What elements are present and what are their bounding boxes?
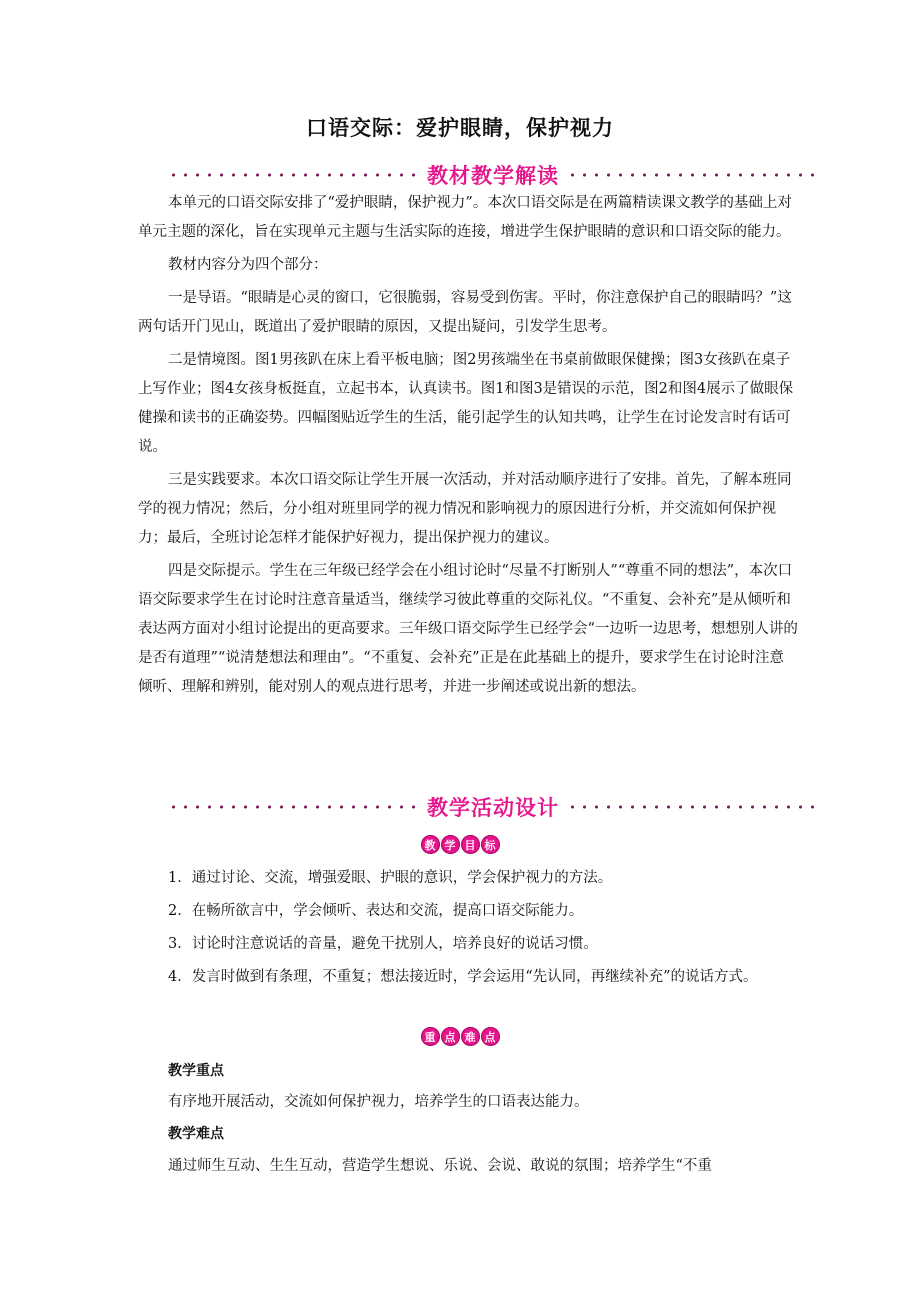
paragraph-5: 三是实践要求。本次口语交际让学生开展一次活动，并对活动顺序进行了安排。首先，了解本班同学的视力情况；然后，分小组对班里同学的视力情况和影响视力的原因进行分析，并交流如何保护视力；最后，全班讨论怎样才能保护好视力，提出保护视力的建议。 <box>138 472 792 546</box>
difficult-point-heading: 教学难点 <box>168 1126 224 1142</box>
document-title: 口语交际：爱护眼睛，保护视力 <box>306 116 614 140</box>
key-point-text: 有序地开展活动，交流如何保护视力，培养学生的口语表达能力。 <box>168 1094 589 1110</box>
paragraph-4: 二是情境图。图1男孩趴在床上看平板电脑；图2男孩端坐在书桌前做眼保健操；图3女孩趴在桌子上写作业；图4女孩身板挺直，立起书本，认真读书。图1和图3是错误的示范，图2和图4展示了做眼保健操和读书的正确姿势。四幅图贴近学生的生活，能引起学生的认知共鸣，让学生在讨论发言时有话可说。 <box>138 352 794 455</box>
paragraph-1: 本单元的口语交际安排了“爱护眼睛，保护视力”。本次口语交际是在两篇精读课文教学的基础上对单元主题的深化，旨在实现单元主题与生活实际的连接，增进学生保护眼睛的意识和口语交际的能力。 <box>138 195 792 240</box>
badge-char: 点 <box>441 1027 460 1046</box>
dot-divider-right <box>565 805 820 809</box>
badge-char: 重 <box>421 1027 440 1046</box>
badge-char: 点 <box>481 1027 500 1046</box>
paragraph-3: 一是导语。“眼睛是心灵的窗口，它很脆弱，容易受到伤害。平时，你注意保护自己的眼睛吗？”这两句话开门见山，既道出了爱护眼睛的原因，又提出疑问，引发学生思考。 <box>138 290 792 335</box>
dot-divider-right <box>565 173 820 177</box>
section-header-1 <box>166 160 820 190</box>
badge-char: 难 <box>461 1027 480 1046</box>
paragraph-2: 教材内容分为四个部分： <box>168 257 328 273</box>
section1-body <box>138 189 798 702</box>
goals-badge-row <box>0 835 920 854</box>
goals-badge <box>421 835 500 854</box>
keypoints-badge-row <box>0 1027 920 1046</box>
keypoints-badge <box>421 1027 500 1046</box>
section-title-1: 教材教学解读 <box>427 164 559 188</box>
goal-item-3: 3．讨论时注意说话的音量，避免干扰别人，培养良好的说话习惯。 <box>168 936 598 952</box>
dot-divider-left <box>166 805 421 809</box>
badge-char: 目 <box>461 835 480 854</box>
goals-list <box>138 864 798 992</box>
goal-item-2: 2．在畅所欲言中，学会倾听、表达和交流，提高口语交际能力。 <box>168 903 584 919</box>
badge-char: 标 <box>481 835 500 854</box>
section-header-2 <box>166 792 820 822</box>
key-point-heading: 教学重点 <box>168 1063 224 1079</box>
paragraph-6: 四是交际提示。学生在三年级已经学会在小组讨论时“尽量不打断别人”“尊重不同的想法”，本次口语交际要求学生在讨论时注意音量适当，继续学习彼此尊重的交际礼仪。“不重复、会补充”是从倾听和表达两方面对小组讨论提出的更高要求。三年级口语交际学生已经学会“一边听一边思考，想想别人讲的是否有道理”“说清楚想法和理由”。“不重复、会补充”正是在此基础上的提升，要求学生在讨论时注意倾听、理解和辨别，能对别人的观点进行思考，并进一步阐述或说出新的想法。 <box>138 563 798 695</box>
difficult-point-text: 通过师生互动、生生互动，营造学生想说、乐说、会说、敢说的氛围；培养学生“不重 <box>168 1158 712 1174</box>
goal-item-4: 4．发言时做到有条理，不重复；想法接近时，学会运用“先认同，再继续补充”的说话方式。 <box>168 969 758 985</box>
dot-divider-left <box>166 173 421 177</box>
badge-char: 学 <box>441 835 460 854</box>
goal-item-1: 1．通过讨论、交流，增强爱眼、护眼的意识，学会保护视力的方法。 <box>168 870 613 886</box>
badge-char: 教 <box>421 835 440 854</box>
section-title-2: 教学活动设计 <box>427 796 559 820</box>
